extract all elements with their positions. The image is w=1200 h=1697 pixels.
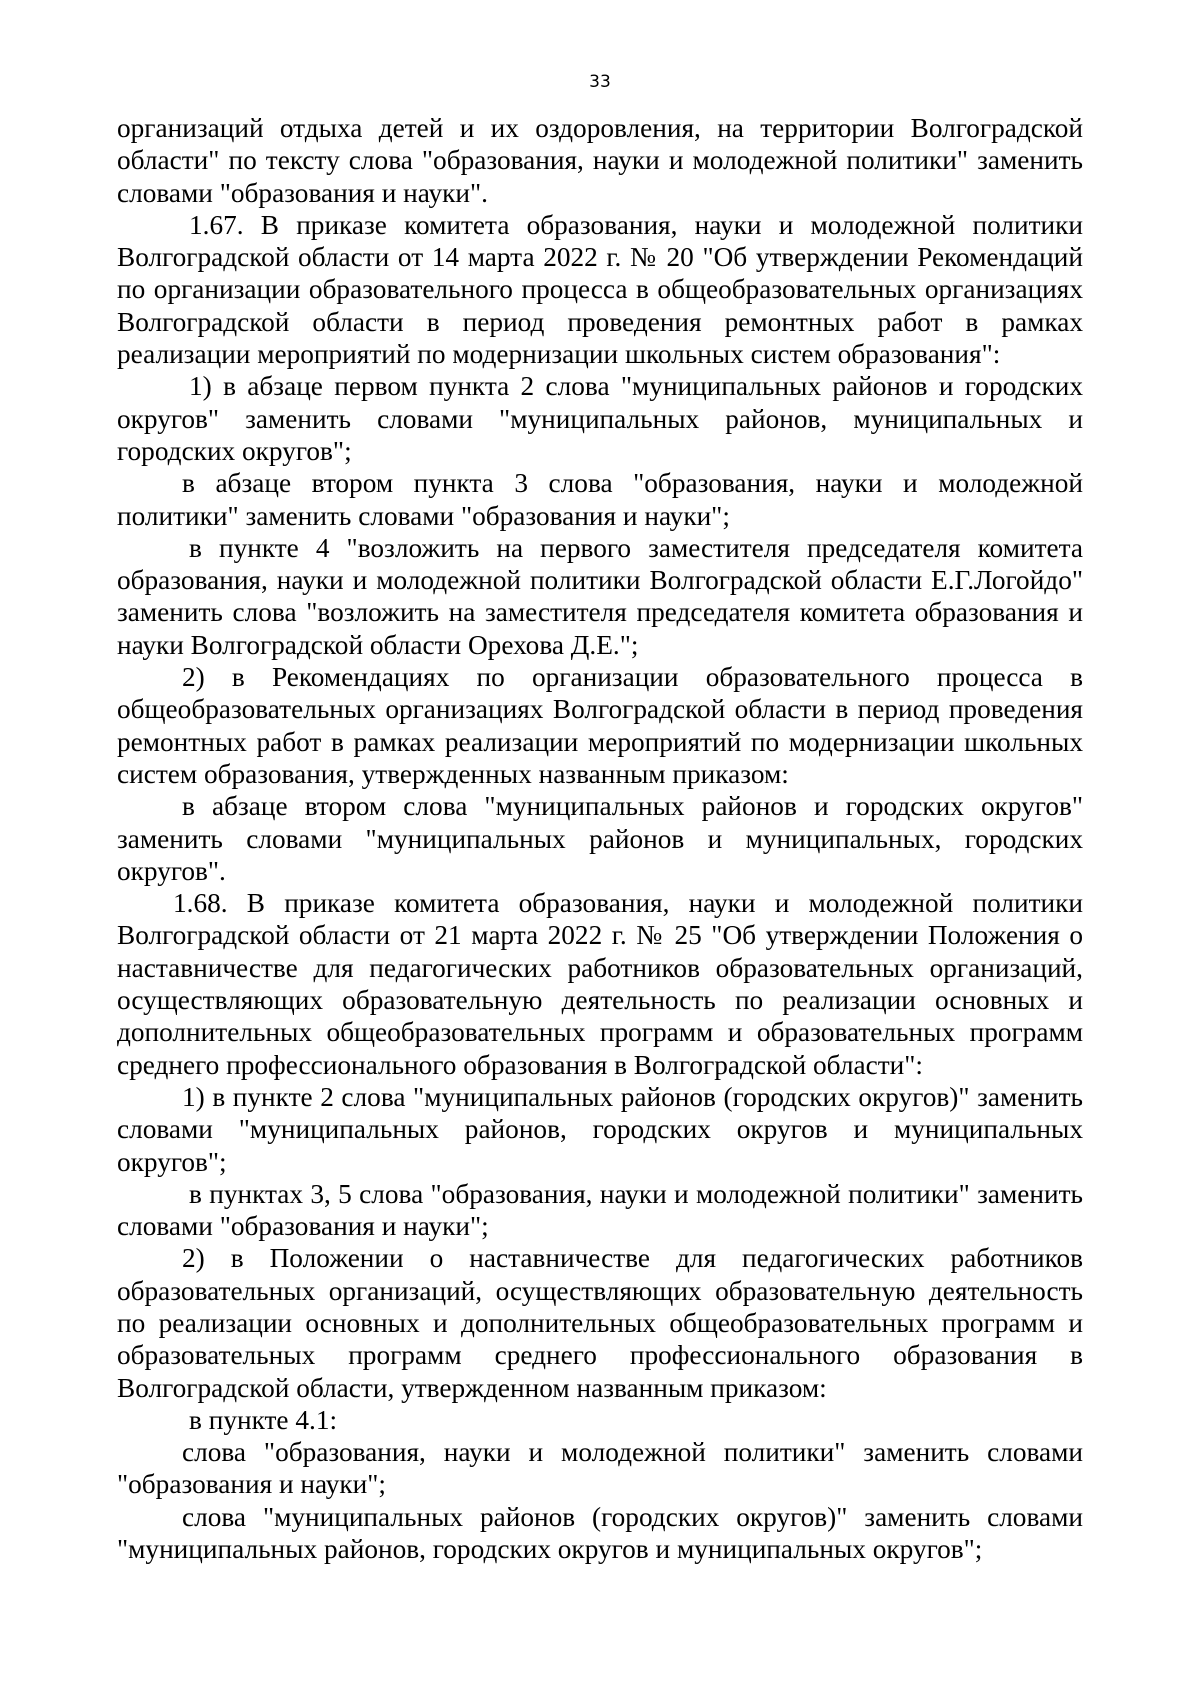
paragraph: в пункте 4 "возложить на первого заместителя председателя комитета образования, науки и молодежной политики Волгоградской области Е.Г.Логойдо" заменить слова "возложить на заместителя председателя комитета образования и науки Волгоградской области Орехова Д.Е."; bbox=[117, 532, 1083, 660]
paragraph: в пункте 4.1: bbox=[189, 1404, 338, 1435]
paragraph: 1) в пункте 2 слова "муниципальных районов (городских округов)" заменить словами "муниципальных районов, городских округов и муниципальных округов"; bbox=[117, 1081, 1083, 1177]
paragraph: в абзаце втором слова "муниципальных районов и городских округов" заменить словами "муниципальных районов и муниципальных, городских округов". bbox=[117, 791, 1083, 886]
paragraph: в пунктах 3, 5 слова "образования, науки и молодежной политики" заменить словами "образования и науки"; bbox=[117, 1178, 1083, 1242]
paragraph: слова "образования, науки и молодежной политики" заменить словами "образования и науки"; bbox=[117, 1437, 1083, 1500]
document-body bbox=[117, 112, 1083, 1565]
paragraph: в абзаце втором пункта 3 слова "образования, науки и молодежной политики" заменить словами "образования и науки"; bbox=[117, 468, 1083, 531]
paragraph: 2) в Рекомендациях по организации образовательного процесса в общеобразовательных организациях Волгоградской области в период проведения ремонтных работ в рамках реализации мероприятий по модернизации школьных систем образования, утвержденных названным приказом: bbox=[117, 662, 1083, 789]
page-number: 33 bbox=[589, 72, 611, 92]
paragraph: 1.68. В приказе комитета образования, науки и молодежной политики Волгоградской области от 21 марта 2022 г. № 25 "Об утверждении Положения о наставничестве для педагогических работников образовательных организаций, осуществляющих образовательную деятельность по реализации основных и дополнительных общеобразовательных программ и образовательных программ среднего профессионального образования в Волгоградской области": bbox=[117, 888, 1083, 1080]
paragraph: организаций отдыха детей и их оздоровления, на территории Волгоградской области" по тексту слова "образования, науки и молодежной политики" заменить словами "образования и науки". bbox=[117, 113, 1083, 208]
paragraph: слова "муниципальных районов (городских округов)" заменить словами "муниципальных районов, городских округов и муниципальных округов"; bbox=[117, 1501, 1083, 1565]
paragraph: 2) в Положении о наставничестве для педагогических работников образовательных организаций, осуществляющих образовательную деятельность по реализации основных и дополнительных общеобразовательных программ и образовательных программ среднего профессионального образования в Волгоградской области, утвержденном названным приказом: bbox=[117, 1243, 1083, 1403]
paragraph: 1.67. В приказе комитета образования, науки и молодежной политики Волгоградской области от 14 марта 2022 г. № 20 "Об утверждении Рекомендаций по организации образовательного процесса в общеобразовательных организациях Волгоградской области в период проведения ремонтных работ в рамках реализации мероприятий по модернизации школьных систем образования": bbox=[117, 209, 1083, 370]
paragraph: 1) в абзаце первом пункта 2 слова "муниципальных районов и городских округов" заменить словами "муниципальных районов, муниципальных и городских округов"; bbox=[117, 371, 1083, 466]
